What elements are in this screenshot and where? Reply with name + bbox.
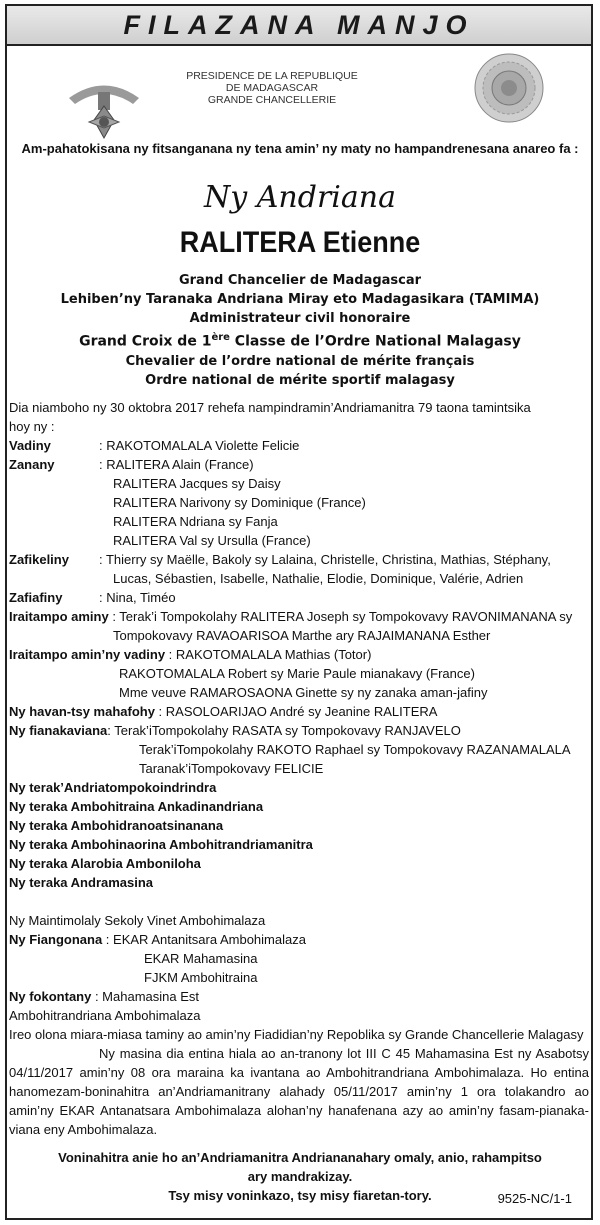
banner-title: FILAZANA MANJO (7, 6, 591, 46)
fianakaviana-item: Terak’iTompokolahy RAKOTO Raphael sy Tompokovavy RAZANAMALALA (139, 742, 571, 757)
iraitampo-vady-value: : RAKOTOMALALA Mathias (Totor) (165, 647, 372, 662)
death-notice: hoy ny : (9, 419, 55, 434)
zafikeliny-value: : Thierry sy Maëlle, Bakoly sy Lalaina, Christelle, Christina, Mathias, Stéphany, (99, 552, 551, 567)
honorific: Ny Andriana (204, 180, 396, 215)
zafiafiny-row (9, 588, 589, 607)
fiangonana-row (9, 930, 589, 949)
deceased-name: RALITERA Etienne (179, 226, 421, 259)
rosette-emblem-icon (473, 52, 545, 124)
closing-line: ary mandrakizay. (247, 1169, 353, 1184)
order-line: Ordre national de mérite sportif malagasy (145, 372, 455, 388)
presidence-line: GRANDE CHANCELLERIE (207, 94, 337, 106)
teraka-item: Ny teraka Ambohitraina Ankadinandriana (9, 799, 264, 814)
reference-code: 9525-NC/1-1 (497, 1191, 572, 1206)
presidence-line: DE MADAGASCAR (225, 82, 319, 94)
zanany-item: RALITERA Ndriana sy Fanja (113, 514, 278, 529)
fianakaviana-value: : Terak’iTompokolahy RASATA sy Tompokovavy RANJAVELO (107, 723, 461, 738)
havan-label: Ny havan-tsy mahafohy (9, 704, 155, 719)
teraka-item: Ny terak’Andriatompokoindrindra (9, 780, 217, 795)
fianakaviana-label: Ny fianakaviana (9, 723, 108, 738)
havan-value: : RASOLOARIJAO André sy Jeanine RALITERA (154, 704, 438, 719)
zafikeliny-row (9, 550, 589, 569)
vadiny-row (9, 436, 589, 455)
fianakaviana-item: Taranak’iTompokovavy FELICIE (139, 761, 324, 776)
teraka-item: Ny teraka Andramasina (9, 875, 154, 890)
iraitampo-label: Iraitampo aminy (9, 609, 109, 624)
zanany-label: Zanany (9, 457, 55, 472)
presidence-header (163, 70, 381, 106)
title-line: Grand Chancelier de Madagascar (178, 273, 422, 288)
para-1: Ireo olona miara-miasa taminy ao amin’ny Fiadidian’ny Repoblika sy Grande Chancellerie Malagasy (9, 1027, 584, 1042)
order-post: Classe de l’Ordre National Malagasy (229, 333, 521, 350)
iraitampo-vady-item: Mme veuve RAMAROSAONA Ginette sy ny zanaka aman-jafiny (119, 685, 488, 700)
vadiny-label: Vadiny (9, 438, 51, 453)
fiangonana-item: FJKM Ambohitraina (144, 970, 258, 985)
iraitampo-vady-row (9, 645, 589, 664)
fiangonana-item: EKAR Mahamasina (144, 951, 258, 966)
fokontany-value: : Mahamasina Est (91, 989, 199, 1004)
teraka-item: Ny teraka Ambohinaorina Ambohitrandriamanitra (9, 837, 313, 852)
para-2: Ny masina dia entina hiala ao an-tranony lot III C 45 Mahamasina Est ny Asabotsy 04/11/2017 amin’ny 08 ora maraina ka ivantana ao Ambohitrandriana Ambohimalaza. Ho entina hanomezam-boninahitra an’Andriamanitrany alahady 05/11/2017 amin’ny 1 ora tolakandro ao amin’ny EKAR Antanatsara Ambohimalaza alohan’ny hanafenana azy ao amin’ny fasam-pianaka-viana eny Ambohimalaza. (9, 1046, 589, 1137)
intro-text: Am-pahatokisana ny fitsanganana ny tena amin’ ny maty no hampandrenesana anareo fa : (21, 141, 579, 156)
death-notice: Dia niamboho ny 30 oktobra 2017 rehefa nampindramin’Andriamanitra 79 taona tamintsika (9, 400, 531, 415)
fokontany-row (9, 987, 589, 1006)
notice-body (9, 398, 589, 1139)
order-sup: ère (211, 332, 230, 343)
teraka-item: Ny teraka Alarobia Amboniloha (9, 856, 201, 871)
spacer (9, 892, 589, 911)
sekoly-line: Ny Maintimolaly Sekoly Vinet Ambohimalaza (9, 913, 266, 928)
teraka-item: Ny teraka Ambohidranoatsinanana (9, 818, 224, 833)
fokontany-line: Ambohitrandriana Ambohimalaza (9, 1008, 201, 1023)
title-line: Administrateur civil honoraire (189, 311, 411, 326)
order-line: Chevalier de l’ordre national de mérite français (125, 353, 475, 369)
havan-row (9, 702, 589, 721)
zanany-item: RALITERA Val sy Ursulla (France) (113, 533, 311, 548)
fiangonana-label: Ny Fiangonana (9, 932, 103, 947)
iraitampo-item: Tompokovavy RAVAOARISOA Marthe ary RAJAIMANANA Esther (113, 628, 491, 643)
iraitampo-vady-item: RAKOTOMALALA Robert sy Marie Paule mianakavy (France) (119, 666, 475, 681)
zafiafiny-value: : Nina, Timéo (99, 590, 176, 605)
fianakaviana-row (9, 721, 589, 740)
presidence-line: PRESIDENCE DE LA REPUBLIQUE (186, 70, 358, 82)
closing-line: Voninahitra anie ho an’Andriamanitra Andriananahary omaly, anio, rahampitso (58, 1150, 542, 1165)
fiangonana-value: : EKAR Antanitsara Ambohimalaza (102, 932, 306, 947)
zafikeliny-label: Zafikeliny (9, 552, 69, 567)
zanany-item: RALITERA Narivony sy Dominique (France) (113, 495, 366, 510)
iraitampo-row (9, 607, 589, 626)
order-medal-icon (59, 68, 149, 148)
vadiny-value: : RAKOTOMALALA Violette Felicie (99, 438, 300, 453)
iraitampo-value: : Terak’i Tompokolahy RALITERA Joseph sy Tompokovavy RAVONIMANANA sy (108, 609, 573, 624)
zanany-row (9, 455, 589, 474)
fokontany-label: Ny fokontany (9, 989, 92, 1004)
iraitampo-vady-label: Iraitampo amin’ny vadiny (9, 647, 166, 662)
titles-block (0, 271, 600, 390)
zafiafiny-label: Zafiafiny (9, 590, 63, 605)
order-line (0, 328, 600, 352)
zanany-item: RALITERA Jacques sy Daisy (113, 476, 281, 491)
order-pre: Grand Croix de 1 (79, 333, 212, 350)
zanany-value: : RALITERA Alain (France) (99, 457, 254, 472)
zafikeliny-item: Lucas, Sébastien, Isabelle, Nathalie, Elodie, Dominique, Valérie, Adrien (113, 571, 524, 586)
closing-line: Tsy misy voninkazo, tsy misy fiaretan-tory. (168, 1188, 432, 1203)
title-line: Lehiben’ny Taranaka Andriana Miray eto Madagasikara (TAMIMA) (60, 292, 540, 307)
